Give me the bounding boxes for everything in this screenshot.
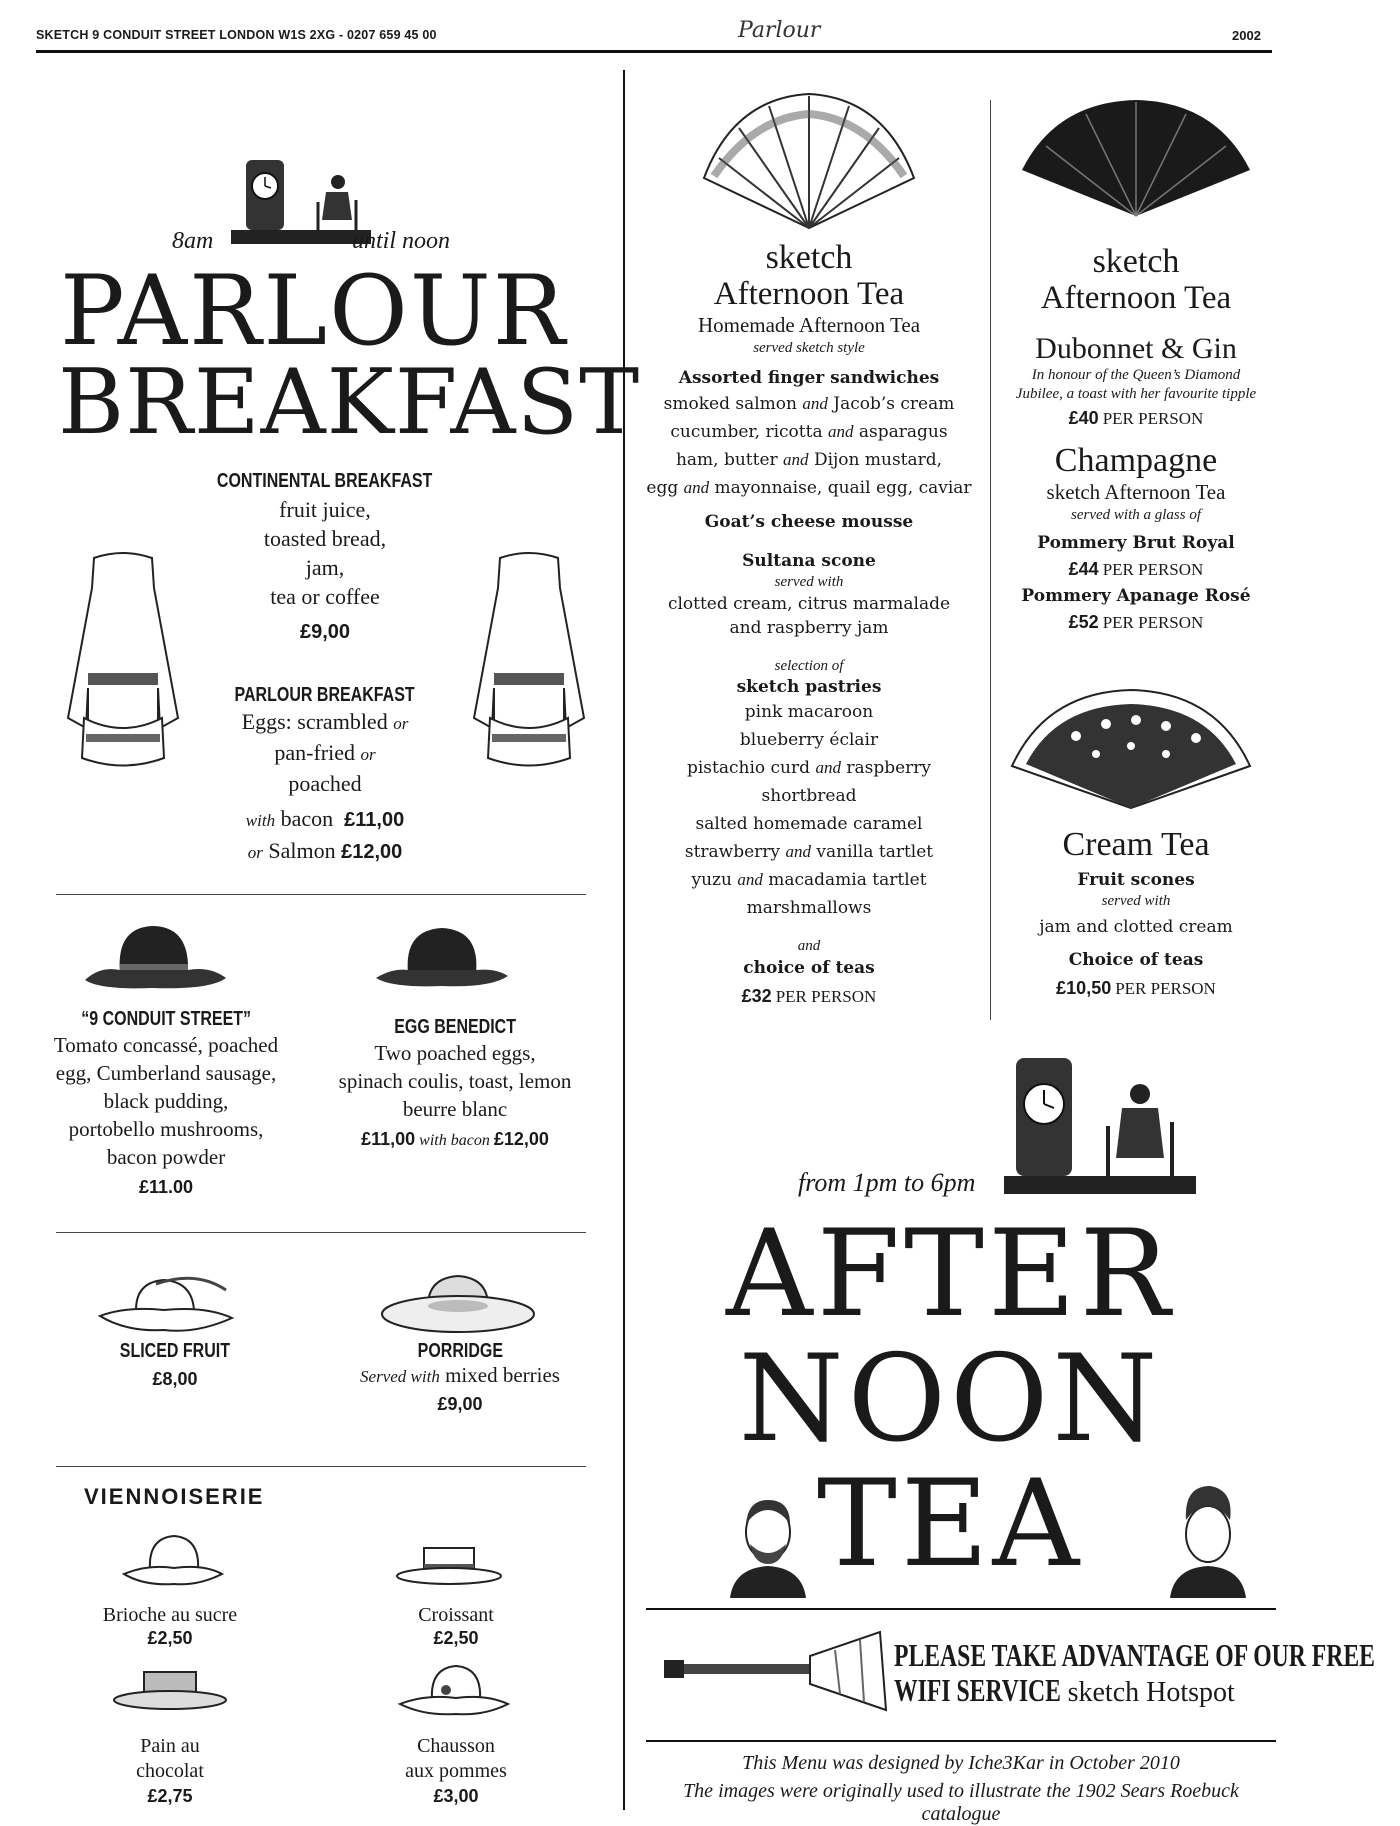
tea-column-divider [990, 100, 991, 1020]
conduit-line: Tomato concassé, poached [53, 1033, 279, 1057]
bacon-price: £11,00 [344, 809, 405, 831]
pastry-list [634, 698, 984, 922]
porridge-price: £9,00 [437, 1394, 483, 1414]
salmon-label: Salmon [268, 838, 336, 863]
wifi-line-1: PLEASE TAKE ADVANTAGE OF OUR FREE [894, 1637, 1375, 1673]
pastry-selection: selection of [774, 658, 844, 674]
column-divider [623, 70, 625, 1810]
viennoiserie-name: Chausson [417, 1735, 495, 1757]
cream-tea-price: £10,50 [1056, 978, 1112, 998]
menu-line-text: egg [646, 478, 684, 498]
afternoon-big-1: AFTER [726, 1205, 1174, 1344]
porridge-title: PORRIDGE [417, 1340, 503, 1362]
sketch-afternoon-tea-2 [996, 244, 1276, 633]
tea-title-sketch: sketch [765, 239, 853, 276]
menu-line [634, 418, 984, 446]
viennoiserie-name: Brioche au sucre [102, 1604, 238, 1626]
breakfast-hours-to: until noon [352, 228, 451, 254]
menu-line-conjunction: and [827, 422, 854, 441]
tea-hours: from 1pm to 6pm [798, 1168, 976, 1197]
continental-title: CONTINENTAL BREAKFAST [217, 470, 433, 492]
served-with-label: Served with [360, 1367, 440, 1386]
pommery-brut: Pommery Brut Royal [1037, 533, 1235, 553]
fruit-title: SLICED FRUIT [119, 1340, 231, 1362]
menu-line [634, 726, 984, 754]
divider [56, 894, 586, 895]
wifi-line-2: WIFI SERVICE [894, 1672, 1061, 1708]
header-year: 2002 [1232, 28, 1261, 43]
porridge-desc: mixed berries [445, 1363, 560, 1387]
choice-of-teas: choice of teas [743, 958, 875, 978]
continental-item: fruit juice, [279, 497, 371, 522]
panfried-label: pan-fried [274, 740, 355, 765]
portrait-illustration-left [720, 1488, 816, 1598]
small-hat-illustration [118, 1530, 228, 1590]
menu-line [634, 810, 984, 838]
dubonnet-title: Dubonnet & Gin [1035, 332, 1237, 365]
viennoiserie-title: VIENNOISERIE [84, 1484, 265, 1509]
per-person: PER PERSON [775, 987, 877, 1006]
menu-line-text: blueberry éclair [739, 730, 879, 750]
divider [56, 1232, 586, 1233]
boater-hat-illustration [394, 1542, 504, 1590]
menu-line-text: ham, butter [675, 450, 784, 470]
menu-line-text: vanilla tartlet [810, 842, 934, 862]
boater-hat-illustration [110, 1666, 230, 1716]
pommery-brut-price: £44 [1068, 559, 1099, 579]
dubonnet-desc: Jubilee, a toast with her favourite tipple [1015, 386, 1257, 402]
menu-line-text: cucumber, ricotta [670, 422, 828, 442]
viennoiserie-item [366, 1604, 546, 1650]
per-person: PER PERSON [1102, 560, 1204, 579]
per-person: PER PERSON [1102, 409, 1204, 428]
dish-9-conduit-street [36, 1008, 296, 1198]
goat-cheese-mousse: Goat’s cheese mousse [704, 512, 914, 532]
menu-line-conjunction: and [815, 758, 841, 777]
champagne-sub: sketch Afternoon Tea [1046, 480, 1226, 504]
wifi-hotspot: sketch Hotspot [1067, 1677, 1235, 1708]
sandwich-list [634, 390, 984, 502]
with-word: with [245, 811, 276, 830]
benedict-title: EGG BENEDICT [394, 1016, 516, 1038]
feathered-hat-illustration [96, 1270, 236, 1340]
dubonnet-desc: In honour of the Queen’s Diamond [1031, 367, 1241, 383]
menu-line-conjunction: and [783, 450, 809, 469]
benedict-line: beurre blanc [402, 1097, 508, 1121]
feathered-hat-illustration [396, 1660, 512, 1720]
conduit-title: “9 CONDUIT STREET” [81, 1008, 251, 1030]
menu-line [634, 838, 984, 866]
menu-line [634, 782, 984, 810]
cream-tea [996, 826, 1276, 999]
wifi-notice [894, 1637, 1375, 1709]
tea-title-afternoon: Afternoon Tea [713, 276, 905, 312]
feather-fan-illustration [694, 88, 924, 238]
menu-line [634, 754, 984, 782]
scone-served: served with [774, 574, 844, 590]
menu-line-text: pink macaroon [744, 702, 874, 722]
menu-line-text: pistachio curd [686, 758, 816, 778]
or-word: or [247, 843, 263, 862]
menu-line-text: Dijon mustard, [808, 450, 943, 470]
benedict-bacon-price: £12,00 [493, 1129, 549, 1149]
pommery-rose: Pommery Apanage Rosé [1021, 586, 1251, 606]
tea-title-sketch: sketch [1092, 243, 1180, 280]
dish-porridge [330, 1340, 590, 1415]
black-fan-illustration [1016, 96, 1256, 226]
dish-sliced-fruit [70, 1340, 280, 1390]
menu-line-text: strawberry [684, 842, 786, 862]
credit-line-1: This Menu was designed by Iche3Kar in October 2010 [742, 1752, 1180, 1774]
menu-line [634, 894, 984, 922]
benedict-line: Two poached eggs, [374, 1041, 536, 1065]
continental-item: tea or coffee [270, 584, 380, 609]
viennoiserie-price: £2,75 [147, 1786, 193, 1806]
menu-line-text: Jacob’s cream [827, 394, 955, 414]
continental-price: £9,00 [299, 621, 351, 643]
conduit-price: £11.00 [138, 1177, 194, 1197]
benedict-price: £11,00 [361, 1129, 416, 1149]
fruit-scones: Fruit scones [1077, 870, 1195, 890]
viennoiserie-name: Pain au [140, 1735, 200, 1757]
tea-price: £32 [741, 986, 772, 1006]
viennoiserie-item [80, 1734, 260, 1809]
or-word: or [393, 714, 409, 733]
straw-hat-illustration [378, 1268, 538, 1340]
garment-illustration-left [64, 548, 182, 768]
viennoiserie-item [366, 1734, 546, 1809]
menu-line-text: yuzu [691, 870, 738, 890]
menu-line-text: macadamia tartlet [762, 870, 927, 890]
menu-line-text: marshmallows [746, 898, 872, 918]
menu-line-conjunction: and [683, 478, 710, 497]
menu-line [634, 446, 984, 474]
credit-line-2: The images were originally used to illustrate the 1902 Sears Roebuck catalogue [683, 1780, 1239, 1825]
champagne-title: Champagne [1054, 442, 1218, 479]
with-bacon-label: with bacon [419, 1132, 490, 1149]
garment-illustration-right [470, 548, 588, 768]
champagne-served: served with a glass of [1071, 507, 1201, 523]
pommery-rose-price: £52 [1068, 612, 1099, 632]
bowler-hat-illustration [372, 918, 512, 998]
menu-line-text: salted homemade caramel [695, 814, 923, 834]
viennoiserie-price: £2,50 [147, 1628, 193, 1648]
menu-line-text: raspberry [840, 758, 932, 778]
fruit-price: £8,00 [152, 1369, 198, 1389]
scone-line: clotted cream, citrus marmalade [667, 594, 951, 614]
parlour-breakfast [170, 684, 480, 864]
lace-fan-illustration [1006, 686, 1256, 816]
and-word: and [797, 938, 821, 954]
conduit-line: bacon powder [106, 1145, 226, 1169]
parlour-logo: Parlour [738, 18, 821, 43]
divider [56, 1466, 586, 1467]
breakfast-title-line2: BREAKFAST [58, 350, 641, 455]
continental-breakfast [170, 470, 480, 644]
menu-line-conjunction: and [802, 394, 828, 413]
parlour-breakfast-title: PARLOUR BREAKFAST [234, 684, 416, 706]
bell-trumpet-illustration [660, 1626, 890, 1716]
viennoiserie-price: £2,50 [433, 1628, 479, 1648]
header-rule [36, 50, 1272, 53]
bacon-label: bacon [280, 806, 334, 831]
menu-line-text: mayonnaise, quail egg, caviar [709, 478, 972, 498]
viennoiserie-item [80, 1604, 260, 1650]
dubonnet-price: £40 [1068, 408, 1099, 428]
sandwiches-title: Assorted finger sandwiches [678, 368, 940, 388]
or-word: or [360, 745, 376, 764]
viennoiserie-name: chocolat [136, 1760, 204, 1782]
breakfast-hours-from: 8am [172, 228, 214, 254]
menu-line [634, 474, 984, 502]
tea-served: served sketch style [753, 340, 865, 356]
wifi-rule-top [646, 1608, 1276, 1610]
menu-line-conjunction: and [737, 870, 763, 889]
menu-line-text: shortbread [761, 786, 857, 806]
tea-subtitle: Homemade Afternoon Tea [697, 313, 921, 337]
cream-tea-title: Cream Tea [1062, 826, 1210, 863]
viennoiserie-name: aux pommes [405, 1760, 507, 1782]
continental-item: toasted bread, [263, 526, 387, 551]
poached-label: poached [288, 771, 362, 796]
menu-line [634, 866, 984, 894]
scone-title: Sultana scone [742, 551, 876, 571]
choice-of-teas: Choice of teas [1068, 950, 1204, 970]
tea-title-afternoon: Afternoon Tea [1040, 280, 1232, 316]
afternoon-big-3: TEA [816, 1455, 1084, 1594]
sketch-afternoon-tea [634, 240, 984, 1007]
scone-line: and raspberry jam [729, 618, 889, 638]
menu-line [634, 390, 984, 418]
viennoiserie-name: Croissant [418, 1604, 494, 1626]
wifi-rule-bottom [646, 1740, 1276, 1742]
conduit-line: egg, Cumberland sausage, [55, 1061, 277, 1085]
menu-line-text: smoked salmon [663, 394, 803, 414]
scones-desc: jam and clotted cream [1039, 917, 1233, 937]
eggs-label: Eggs: scrambled [241, 709, 388, 734]
portrait-illustration-right [1160, 1480, 1256, 1598]
dish-egg-benedict [310, 1016, 600, 1150]
per-person: PER PERSON [1102, 613, 1204, 632]
breakfast-title-line1: PARLOUR [60, 255, 568, 367]
bowler-hat-illustration [80, 918, 230, 998]
per-person: PER PERSON [1115, 979, 1216, 998]
salmon-price: £12,00 [341, 841, 403, 863]
conduit-line: black pudding, [103, 1089, 229, 1113]
clock-reader-illustration [1000, 1048, 1200, 1208]
scones-served: served with [1101, 893, 1171, 909]
menu-line-conjunction: and [785, 842, 811, 861]
menu-line-text: asparagus [853, 422, 948, 442]
afternoon-big-2: NOON [738, 1330, 1162, 1469]
header-address: SKETCH 9 CONDUIT STREET LONDON W1S 2XG - 0207 659 45 00 [36, 28, 437, 42]
conduit-line: portobello mushrooms, [68, 1117, 264, 1141]
pastry-title: sketch pastries [736, 677, 882, 697]
viennoiserie-price: £3,00 [433, 1786, 479, 1806]
menu-line [634, 698, 984, 726]
benedict-line: spinach coulis, toast, lemon [338, 1069, 572, 1093]
continental-item: jam, [305, 555, 345, 580]
